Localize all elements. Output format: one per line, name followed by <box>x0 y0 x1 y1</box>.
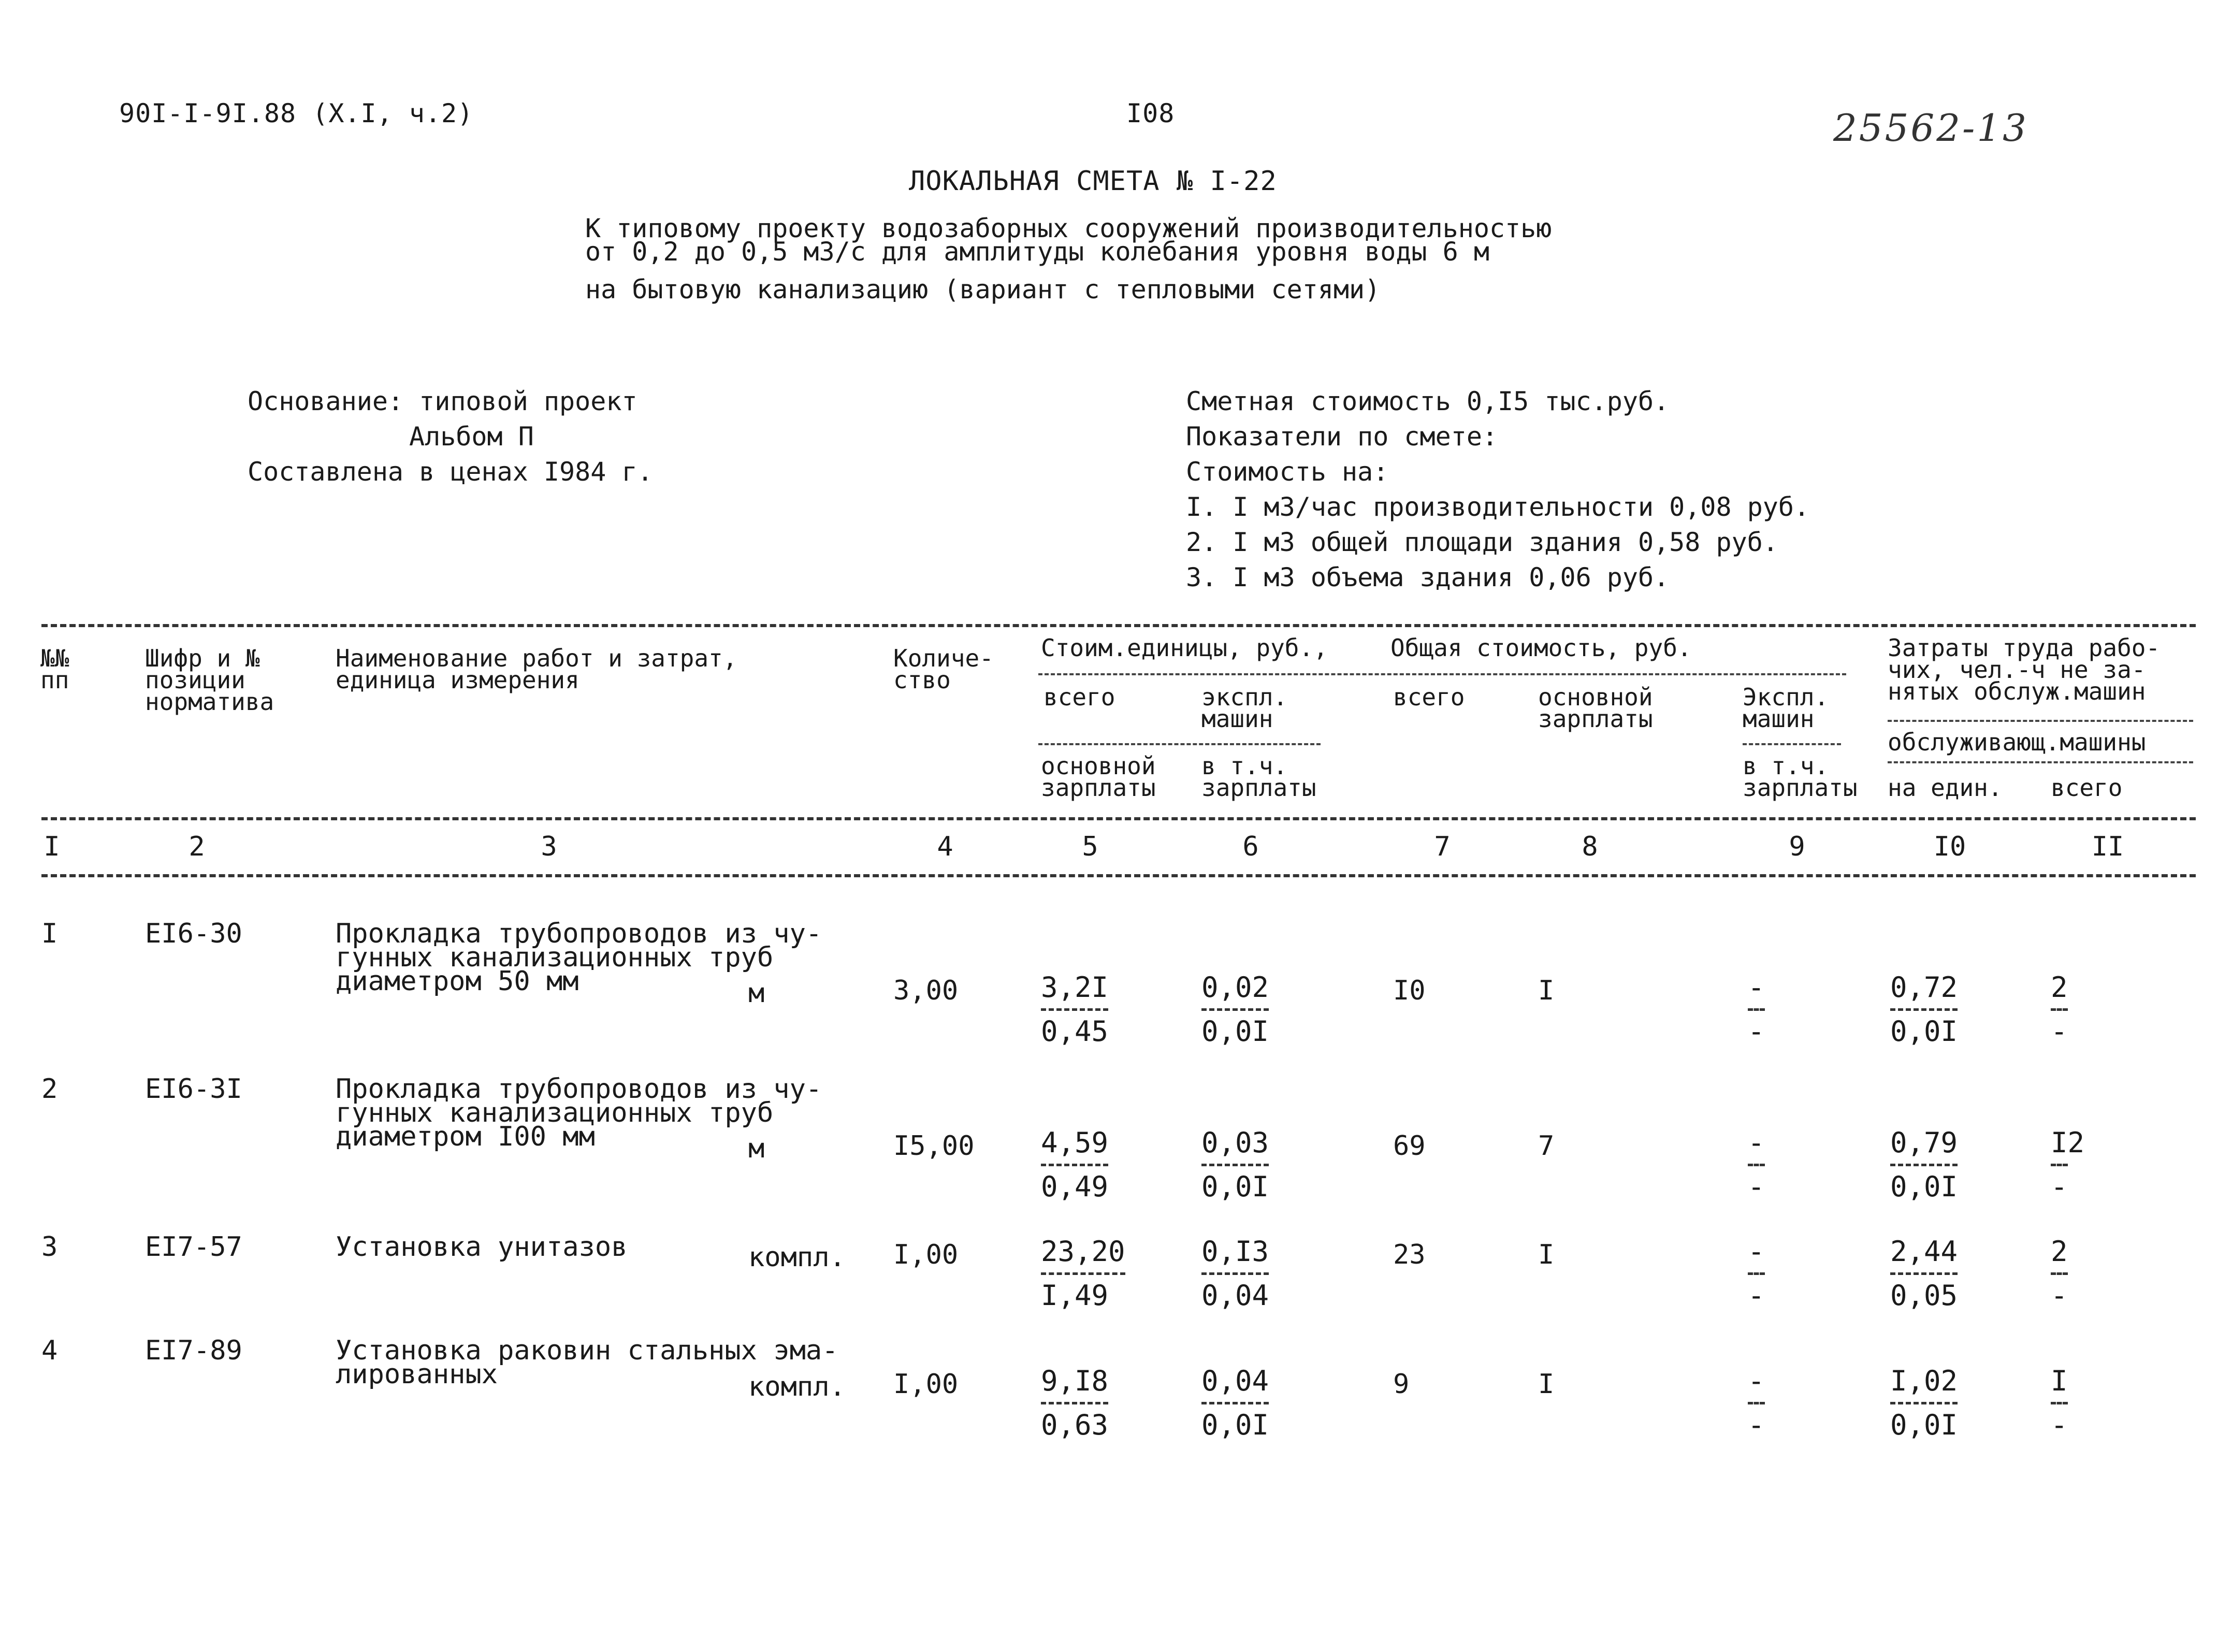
row-total-machine <box>1748 1365 1765 1442</box>
row-quantity: I,00 <box>893 1369 959 1400</box>
row-labor-total-bot: - <box>2051 1402 2068 1442</box>
row-total-cost: I0 <box>1393 975 1426 1006</box>
estimate-indicators: Показатели по смете: <box>1186 422 1498 452</box>
row-labor-total-bot: - <box>2051 1008 2068 1048</box>
row-quantity: 3,00 <box>893 975 959 1006</box>
row-labor-total-top: I2 <box>2051 1126 2085 1159</box>
row-total-machine-wage: - <box>1748 1272 1765 1312</box>
row-total-wage: 7 <box>1538 1131 1555 1162</box>
col-head-10: на един. <box>1888 774 2003 802</box>
row-total-machine-cost: - <box>1748 971 1765 1004</box>
row-labor-total-top: I <box>2051 1365 2068 1397</box>
col-head-total-cost: Общая стоимость, руб. <box>1390 634 1692 662</box>
row-total-machine <box>1748 1235 1765 1312</box>
row-labor-unit-top: 2,44 <box>1890 1235 1958 1275</box>
row-unit-cost-total: 4,59 <box>1041 1126 1108 1166</box>
row-machine-cost: 0,03 <box>1201 1126 1269 1166</box>
row-unit-cost-total: 23,20 <box>1041 1235 1125 1275</box>
subtitle-line-1: К типовому проекту водозаборных сооружений производительностью <box>585 213 1552 243</box>
row-machine-wage: 0,0I <box>1201 1170 1269 1203</box>
row-total-wage: I <box>1538 1369 1555 1400</box>
row-machine-fraction <box>1201 1126 1269 1204</box>
row-code: EI7-57 <box>145 1231 242 1263</box>
row-unit-cost-fraction <box>1041 971 1108 1048</box>
col-head-4: Количе- ство <box>893 644 994 694</box>
row-machine-cost: 0,I3 <box>1201 1235 1269 1275</box>
row-unit-cost-wage: 0,45 <box>1041 1015 1109 1048</box>
page-number: I08 <box>1126 98 1175 128</box>
row-total-machine-wage: - <box>1748 1402 1765 1442</box>
estimate-cost: Сметная стоимость 0,I5 тыс.руб. <box>1186 386 1670 416</box>
row-total-machine-cost: - <box>1748 1126 1765 1159</box>
row-quantity: I5,00 <box>893 1131 975 1162</box>
row-unit-cost-wage: I,49 <box>1041 1279 1109 1312</box>
row-total-machine-wage: - <box>1748 1164 1765 1204</box>
row-name-line-3: диаметром 50 мм <box>336 966 579 997</box>
sub-rule-5-6 <box>1038 743 1321 745</box>
sub-rule-9 <box>1743 743 1841 745</box>
row-unit: м <box>748 978 765 1009</box>
col-head-6b: в т.ч. зарплаты <box>1201 752 1316 802</box>
row-number: 4 <box>41 1335 58 1366</box>
estimate-item-2: 2. I м3 общей площади здания 0,58 руб. <box>1186 527 1778 557</box>
row-total-cost: 69 <box>1393 1131 1426 1162</box>
col-head-9b: в т.ч. зарплаты <box>1743 752 1858 802</box>
row-labor-total-top: 2 <box>2051 971 2068 1004</box>
row-labor-total <box>2051 1126 2084 1204</box>
col-head-1: №№ пп <box>40 644 69 694</box>
row-unit-cost-total: 9,I8 <box>1041 1365 1108 1404</box>
row-unit-cost-fraction <box>1041 1126 1108 1204</box>
labor-rule-2 <box>1888 761 2193 763</box>
document-code: 90I-I-9I.88 (X.I, ч.2) <box>119 98 474 128</box>
row-name-line-2: лированных <box>336 1359 498 1390</box>
basis-line-2: Альбом П <box>409 422 534 452</box>
row-labor-total <box>2051 971 2068 1048</box>
row-machine-cost: 0,04 <box>1201 1365 1269 1404</box>
row-total-machine-cost: - <box>1748 1365 1765 1397</box>
row-unit-cost-wage: 0,63 <box>1041 1409 1109 1441</box>
row-labor-unit-top: 0,79 <box>1890 1126 1958 1166</box>
col-head-2: Шифр и № позиции норматива <box>145 644 274 716</box>
row-name-line-1: Прокладка трубопроводов из чу- <box>336 1074 822 1105</box>
row-unit-cost-total: 3,2I <box>1041 971 1108 1011</box>
col-number-3: 3 <box>541 831 557 862</box>
row-machine-fraction <box>1201 1365 1269 1442</box>
row-labor-per-unit <box>1890 971 1958 1048</box>
col-number-1: I <box>44 831 60 862</box>
row-labor-total <box>2051 1365 2068 1442</box>
row-unit: компл. <box>748 1242 846 1273</box>
row-unit: м <box>748 1133 765 1164</box>
row-machine-fraction <box>1201 971 1269 1048</box>
col-head-11: всего <box>2051 774 2123 802</box>
row-labor-unit-bot: 0,05 <box>1890 1279 1958 1312</box>
col-head-labor: Затраты труда рабо- чих, чел.-ч не за- нятых обслуж.машин <box>1888 634 2161 705</box>
row-name-line-2: гунных канализационных труб <box>336 942 774 973</box>
col-number-5: 5 <box>1082 831 1098 862</box>
page-title: ЛОКАЛЬНАЯ СМЕТА № I-22 <box>909 166 1277 197</box>
row-total-machine <box>1748 971 1765 1048</box>
row-total-wage: I <box>1538 1239 1555 1270</box>
row-machine-cost: 0,02 <box>1201 971 1269 1011</box>
row-code: EI6-3I <box>145 1074 242 1105</box>
row-labor-total-bot: - <box>2051 1164 2068 1204</box>
row-unit: компл. <box>748 1371 846 1402</box>
row-number: I <box>41 918 58 949</box>
subtitle-line-2: от 0,2 до 0,5 м3/с для амплитуды колебания уровня воды 6 м <box>585 237 1489 267</box>
row-total-wage: I <box>1538 975 1555 1006</box>
row-machine-wage: 0,04 <box>1201 1279 1269 1312</box>
row-labor-unit-top: I,02 <box>1890 1365 1958 1404</box>
row-code: EI7-89 <box>145 1335 242 1366</box>
row-unit-cost-wage: 0,49 <box>1041 1170 1109 1203</box>
labor-rule-1 <box>1888 720 2193 722</box>
row-total-cost: 9 <box>1393 1369 1410 1400</box>
col-number-9: 9 <box>1789 831 1805 862</box>
col-number-7: 7 <box>1434 831 1451 862</box>
subtitle-line-3: на бытовую канализацию (вариант с тепловыми сетями) <box>585 274 1381 305</box>
row-unit-cost-fraction <box>1041 1235 1125 1312</box>
col-head-5a: всего <box>1043 683 1115 711</box>
row-labor-per-unit <box>1890 1235 1958 1312</box>
row-quantity: I,00 <box>893 1239 959 1270</box>
row-machine-fraction <box>1201 1235 1269 1312</box>
estimate-item-1: I. I м3/час производительности 0,08 руб. <box>1186 492 1810 522</box>
row-name-line-1: Прокладка трубопроводов из чу- <box>336 918 822 949</box>
row-labor-per-unit <box>1890 1126 1958 1204</box>
row-name-line-1: Установка раковин стальных эма- <box>336 1335 838 1366</box>
row-unit-cost-fraction <box>1041 1365 1108 1442</box>
col-head-unit-cost: Стоим.единицы, руб., <box>1041 634 1328 662</box>
basis-line-3: Составлена в ценах I984 г. <box>248 457 653 487</box>
inventory-number: 25562-13 <box>1833 106 2028 150</box>
row-labor-total-top: 2 <box>2051 1235 2068 1268</box>
row-labor-unit-bot: 0,0I <box>1890 1409 1958 1441</box>
row-name-line-1: Установка унитазов <box>336 1231 628 1263</box>
col-number-8: 8 <box>1582 831 1598 862</box>
col-head-3: Наименование работ и затрат, единица измерения <box>336 644 737 694</box>
basis-line-1: Основание: типовой проект <box>248 386 637 416</box>
col-head-labor-sub: обслуживающ.машины <box>1888 728 2146 756</box>
estimate-cost-per: Стоимость на: <box>1186 457 1389 487</box>
row-labor-unit-bot: 0,0I <box>1890 1170 1958 1203</box>
row-labor-unit-bot: 0,0I <box>1890 1015 1958 1048</box>
row-code: EI6-30 <box>145 918 242 949</box>
col-head-8: основной зарплаты <box>1538 683 1653 733</box>
row-name-line-2: гунных канализационных труб <box>336 1097 774 1128</box>
row-machine-wage: 0,0I <box>1201 1015 1269 1048</box>
col-head-5b: основной зарплаты <box>1041 752 1156 802</box>
col-head-7: всего <box>1393 683 1465 711</box>
estimate-item-3: 3. I м3 объема здания 0,06 руб. <box>1186 562 1670 592</box>
col-head-6a: экспл. машин <box>1201 683 1288 733</box>
col-number-2: 2 <box>189 831 205 862</box>
row-total-machine-wage: - <box>1748 1008 1765 1048</box>
row-number: 2 <box>41 1074 58 1105</box>
row-labor-total <box>2051 1235 2068 1312</box>
row-labor-per-unit <box>1890 1365 1958 1442</box>
numbers-bottom-rule <box>41 874 2196 877</box>
table-top-rule <box>41 624 2196 627</box>
col-number-4: 4 <box>937 831 953 862</box>
row-name-line-3: диаметром I00 мм <box>336 1121 595 1152</box>
header-bottom-rule <box>41 817 2196 820</box>
col-number-11: II <box>2091 831 2124 862</box>
row-total-cost: 23 <box>1393 1239 1426 1270</box>
row-total-machine <box>1748 1126 1765 1204</box>
col-head-9a: Экспл. машин <box>1743 683 1829 733</box>
row-labor-total-bot: - <box>2051 1272 2068 1312</box>
col-number-6: 6 <box>1242 831 1259 862</box>
row-labor-unit-top: 0,72 <box>1890 971 1958 1011</box>
row-machine-wage: 0,0I <box>1201 1409 1269 1441</box>
col-number-10: I0 <box>1933 831 1966 862</box>
row-number: 3 <box>41 1231 58 1263</box>
cost-group-rule <box>1038 673 1846 675</box>
row-total-machine-cost: - <box>1748 1235 1765 1268</box>
